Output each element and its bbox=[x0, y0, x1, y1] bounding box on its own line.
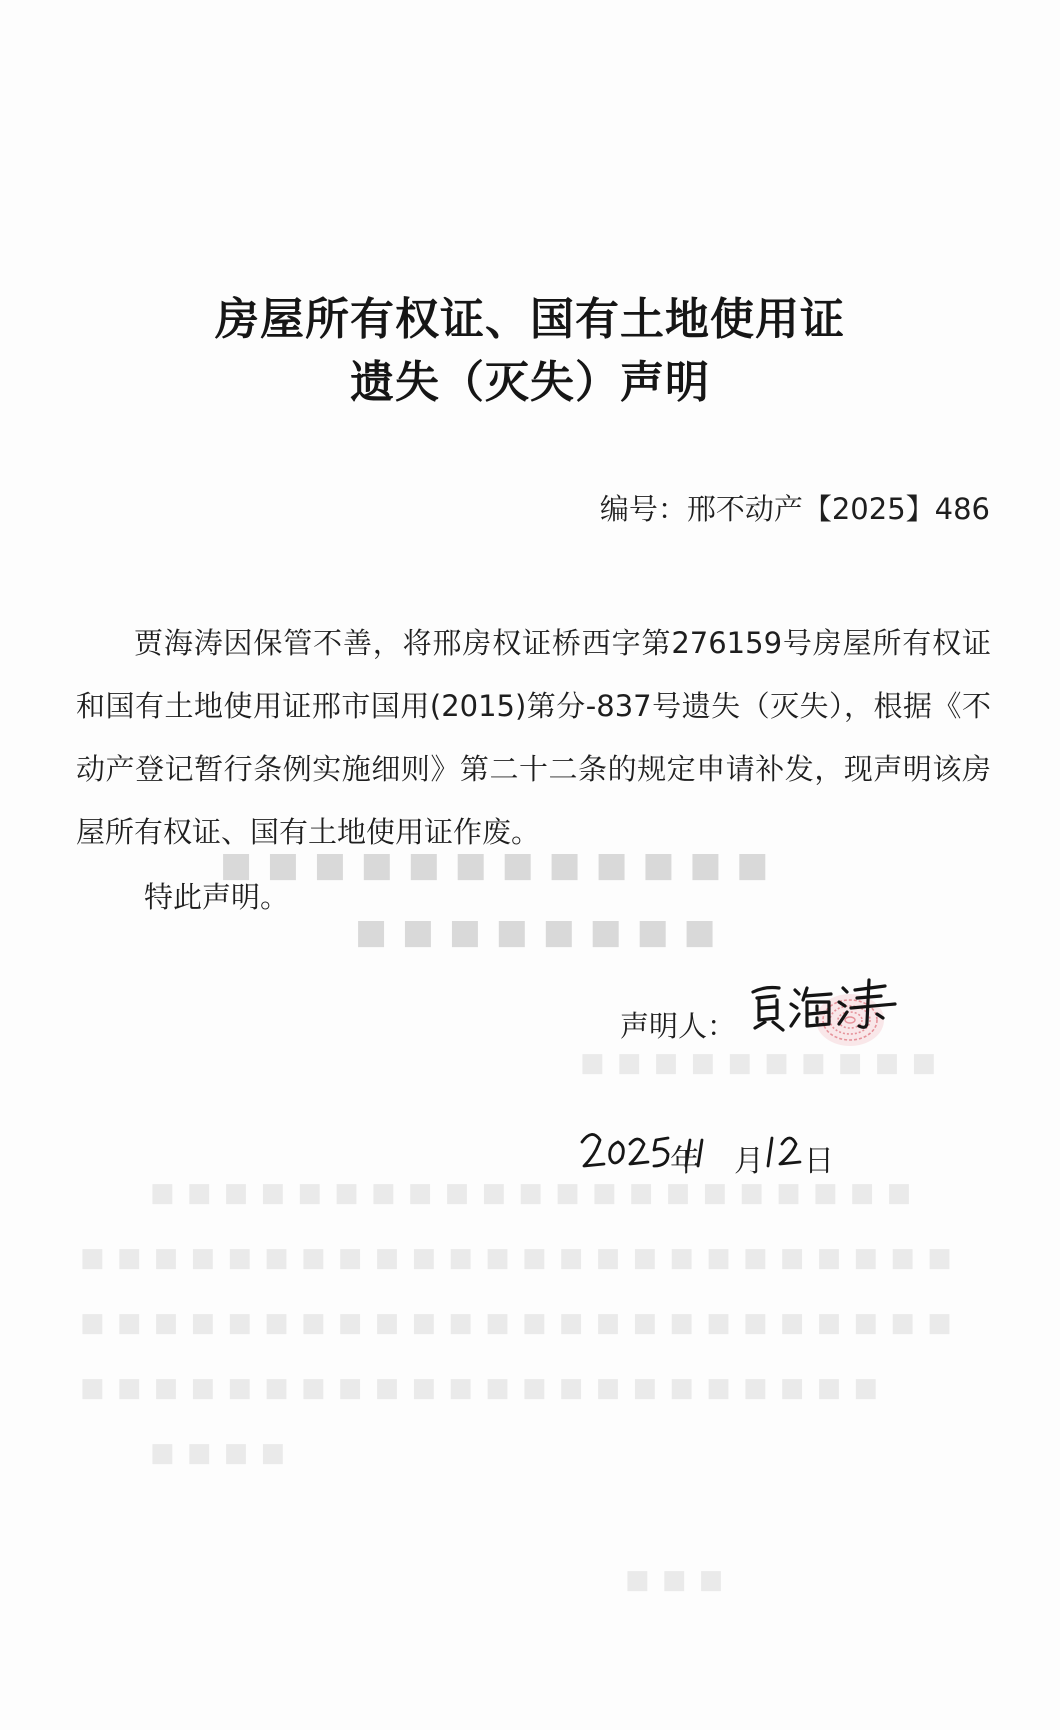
date-month-char: 月 bbox=[734, 1144, 764, 1179]
document-title-line2: 遗失（灭失）声明 bbox=[350, 357, 710, 408]
declaration-body: 贾海涛因保管不善，将邢房权证桥西字第276159号房屋所有权证和国有土地使用证邢市国用(2015)第分-837号遗失（灭失），根据《不动产登记暂行条例实施细则》第二十二条的规定申请补发，现声明该房屋所有权证、国有土地使用证作废。 bbox=[76, 626, 991, 849]
show-through-line: ■ ■ ■ bbox=[625, 1565, 726, 1595]
show-through-line: ■ ■ ■ ■ ■ ■ ■ ■ ■ ■ ■ ■ ■ ■ ■ ■ ■ ■ ■ ■ ■ ■ ■ ■ bbox=[80, 1308, 954, 1338]
date-day-char: 日 bbox=[804, 1144, 834, 1179]
show-through-line: ■ ■ ■ ■ ■ ■ ■ ■ ■ ■ bbox=[580, 1048, 939, 1078]
show-through-line: ■ ■ ■ ■ ■ ■ ■ ■ ■ ■ ■ ■ bbox=[220, 845, 771, 885]
document-number: 编号：邢不动产【2025】486 bbox=[599, 492, 990, 526]
show-through-line: ■ ■ ■ ■ bbox=[150, 1438, 288, 1468]
document-title-line1: 房屋所有权证、国有土地使用证 bbox=[215, 294, 845, 345]
show-through-line: ■ ■ ■ ■ ■ ■ ■ ■ ■ ■ ■ ■ ■ ■ ■ ■ ■ ■ ■ ■ ■ ■ bbox=[80, 1373, 880, 1403]
show-through-line: ■ ■ ■ ■ ■ ■ ■ ■ ■ ■ ■ ■ ■ ■ ■ ■ ■ ■ ■ ■ ■ bbox=[150, 1178, 914, 1208]
handwritten-signature bbox=[745, 970, 905, 1050]
date-year-char: 年 bbox=[670, 1144, 700, 1179]
signer-label: 声明人： bbox=[620, 1009, 737, 1043]
closing-statement: 特此声明。 bbox=[144, 880, 290, 914]
show-through-line: ■ ■ ■ ■ ■ ■ ■ ■ bbox=[355, 912, 718, 952]
show-through-line: ■ ■ ■ ■ ■ ■ ■ ■ ■ ■ ■ ■ ■ ■ ■ ■ ■ ■ ■ ■ ■ ■ ■ ■ bbox=[80, 1243, 954, 1273]
declaration-date bbox=[578, 1118, 908, 1188]
